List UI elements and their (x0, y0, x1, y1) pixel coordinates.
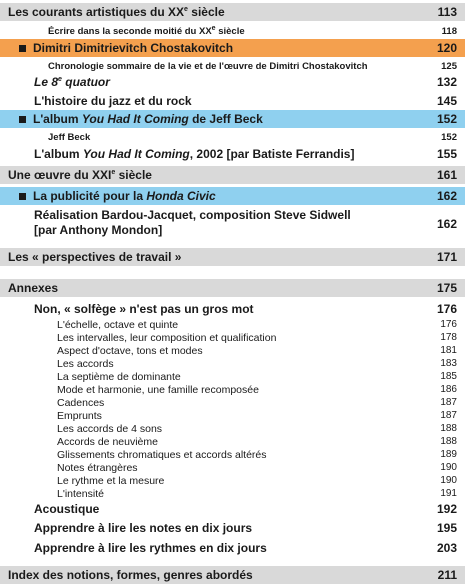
toc-subentry[interactable] (0, 474, 465, 487)
toc-subentry[interactable] (0, 357, 465, 370)
toc-label: L'échelle, octave et quinte (57, 318, 179, 331)
toc-page: 120 (436, 41, 457, 55)
toc-page: 185 (440, 371, 457, 382)
toc-page: 176 (440, 319, 457, 330)
toc-page: 161 (436, 168, 457, 182)
toc-label: Écrire dans la seconde moitié du XXe siècle (48, 25, 245, 37)
toc-page: 188 (440, 436, 457, 447)
toc-label: Emprunts (57, 409, 102, 422)
toc-entry-rythmes[interactable] (0, 539, 465, 556)
toc-label: Mode et harmonie, une famille recomposée (57, 383, 259, 396)
toc-subentry[interactable] (0, 370, 465, 383)
toc-page: 176 (436, 301, 457, 316)
toc-page: 211 (437, 568, 457, 582)
toc-label: Les accords (57, 357, 114, 370)
toc-section-perspectives[interactable] (0, 248, 465, 266)
toc-section-annexes[interactable] (0, 279, 465, 297)
toc-label: Le 8e quatuor (34, 74, 110, 89)
toc-entry-honda-civic[interactable] (0, 187, 465, 205)
toc-label: La septième de dominante (57, 370, 181, 383)
toc-section-index[interactable] (0, 566, 465, 584)
toc-page: 152 (436, 112, 457, 126)
toc-subentry[interactable] (0, 318, 465, 331)
toc-subentry[interactable] (0, 448, 465, 461)
toc-entry-jeff-beck[interactable] (0, 129, 465, 145)
toc-label: Les accords de 4 sons (57, 422, 163, 435)
toc-label: Acoustique (34, 501, 100, 516)
toc-page: 171 (436, 250, 457, 264)
toc-label: L'album You Had It Coming, 2002 [par Batiste Ferrandis] (34, 146, 355, 161)
toc-subentry[interactable] (0, 409, 465, 422)
bullet-square-icon (19, 116, 26, 123)
toc-subentry[interactable] (0, 422, 465, 435)
toc-subentry[interactable] (0, 383, 465, 396)
toc-subentry[interactable] (0, 396, 465, 409)
toc-entry-jazz-rock[interactable] (0, 92, 465, 109)
toc-label: Index des notions, formes, genres abordés (8, 568, 253, 582)
toc-page: 178 (440, 332, 457, 343)
toc-label: Jeff Beck (48, 131, 91, 143)
toc-label: Glissements chromatiques et accords altérés (57, 448, 267, 461)
toc-label: L'histoire du jazz et du rock (34, 93, 192, 108)
toc-page: 187 (440, 410, 457, 421)
toc-entry-chronologie[interactable] (0, 58, 465, 74)
toc-entry-album-2002[interactable] (0, 145, 465, 162)
toc-entry-notes[interactable] (0, 519, 465, 536)
toc-page: 192 (436, 501, 457, 516)
toc-page: 155 (436, 146, 457, 161)
toc-subentry[interactable] (0, 331, 465, 344)
toc-label: Le rythme et la mesure (57, 474, 165, 487)
toc-label: Non, « solfège » n'est pas un gros mot (34, 301, 254, 316)
toc-entry-ecrire[interactable] (0, 23, 465, 39)
toc-label: Les courants artistiques du XXe siècle (8, 5, 225, 19)
toc-label: L'intensité (57, 487, 104, 500)
toc-page: 183 (440, 358, 457, 369)
toc-page: 152 (441, 131, 457, 143)
toc-page: 125 (441, 60, 457, 72)
toc-section-xx-century[interactable] (0, 3, 465, 21)
toc-subentry[interactable] (0, 344, 465, 357)
toc-section-xxi-century[interactable] (0, 166, 465, 184)
toc-page: 145 (436, 93, 457, 108)
toc-page: 132 (436, 74, 457, 89)
toc-page: 175 (436, 281, 457, 295)
toc-label: Aspect d'octave, tons et modes (57, 344, 203, 357)
toc-page: 188 (440, 423, 457, 434)
toc-subentry[interactable] (0, 461, 465, 474)
toc-page: 187 (440, 397, 457, 408)
toc-page: 113 (437, 5, 457, 19)
toc-label: Réalisation Bardou-Jacquet, composition Steve Sidwell [par Anthony Mondon] (34, 208, 351, 237)
toc-label: Annexes (8, 281, 59, 295)
toc-subentry[interactable] (0, 435, 465, 448)
toc-page: 190 (440, 475, 457, 486)
toc-label: Chronologie sommaire de la vie et de l'œuvre de Dimitri Chostakovitch (48, 60, 368, 72)
toc-label: L'album You Had It Coming de Jeff Beck (33, 112, 263, 126)
toc-label: Apprendre à lire les rythmes en dix jours (34, 540, 267, 555)
toc-page: 195 (436, 520, 457, 535)
toc-page: 191 (440, 488, 457, 499)
toc-label: Notes étrangères (57, 461, 138, 474)
toc-page: 118 (441, 25, 457, 37)
toc-page: 189 (440, 449, 457, 460)
toc-label: Les intervalles, leur composition et qualification (57, 331, 277, 344)
toc-page: 181 (440, 345, 457, 356)
toc-entry-8e-quatuor[interactable] (0, 73, 465, 90)
toc-page: 186 (440, 384, 457, 395)
toc-label: Apprendre à lire les notes en dix jours (34, 520, 253, 535)
bullet-square-icon (19, 45, 26, 52)
toc-label: La publicité pour la Honda Civic (33, 189, 216, 203)
toc-entry-realisation[interactable] (0, 208, 465, 240)
bullet-square-icon (19, 193, 26, 200)
toc-entry-chostakovitch[interactable] (0, 39, 465, 57)
toc-entry-solfege[interactable] (0, 300, 465, 317)
toc-page: 190 (440, 462, 457, 473)
toc-label: Cadences (57, 396, 105, 409)
toc-page: 203 (436, 540, 457, 555)
toc-label: Dimitri Dimitrievitch Chostakovitch (33, 41, 234, 55)
toc-page: 162 (436, 189, 457, 203)
toc-entry-acoustique[interactable] (0, 500, 465, 517)
toc-subentry[interactable] (0, 487, 465, 500)
toc-label: Accords de neuvième (57, 435, 158, 448)
toc-label: Les « perspectives de travail » (8, 250, 182, 264)
toc-label: Une œuvre du XXIe siècle (8, 168, 152, 182)
toc-page: 162 (436, 217, 457, 231)
toc-entry-album-jeff-beck[interactable] (0, 110, 465, 128)
